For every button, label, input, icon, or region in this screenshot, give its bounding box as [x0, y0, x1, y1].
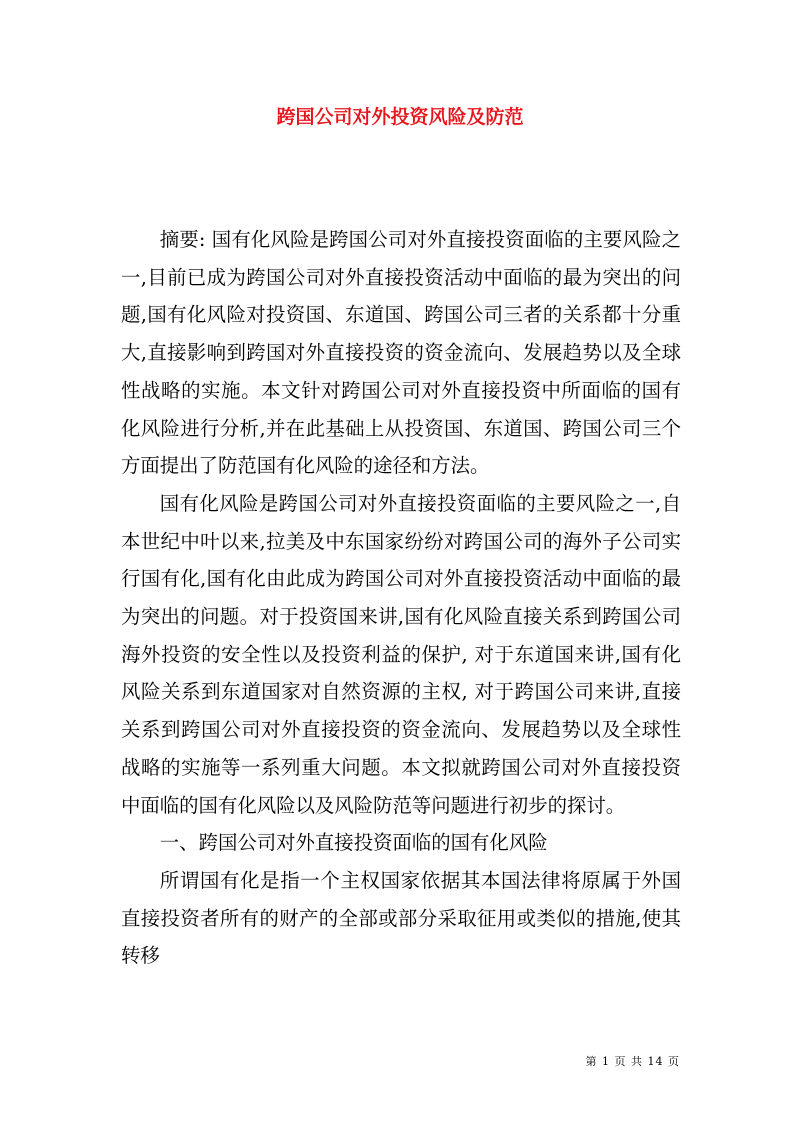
intro-paragraph: 国有化风险是跨国公司对外直接投资面临的主要风险之一,自本世纪中叶以来,拉美及中东国家纷纷对跨国公司的海外子公司实行国有化,国有化由此成为跨国公司对外直接投资活动中面临的最为突出的问题。对于投资国来讲,国有化风险直接关系到跨国公司海外投资的安全性以及投资利益的保护, 对于东道国来讲,国有化风险关系到东道国家对自然资源的主权, 对于跨国公司来讲,直接关系到跨国公司对外直接投资的资金流向、发展趋势以及全球性战略的实施等一系列重大问题。本文拟就跨国公司对外直接投资中面临的国有化风险以及风险防范等问题进行初步的探讨。 [121, 491, 681, 817]
page-middle: 页 共 [614, 1055, 643, 1068]
section-heading: 一、跨国公司对外直接投资面临的国有化风险 [159, 831, 548, 855]
page-number [586, 1054, 681, 1070]
abstract-paragraph: 摘要: 国有化风险是跨国公司对外直接投资面临的主要风险之一,目前已成为跨国公司对外直接投资活动中面临的最为突出的问题,国有化风险对投资国、东道国、跨国公司三者的关系都十分重大,直接影响到跨国对外直接投资的资金流向、发展趋势以及全球性战略的实施。本文针对跨国公司对外直接投资中所面临的国有化风险进行分析,并在此基础上从投资国、东道国、跨国公司三个方面提出了防范国有化风险的途径和方法。 [121, 228, 681, 478]
page-prefix: 第 [585, 1055, 598, 1068]
definition-paragraph: 所谓国有化是指一个主权国家依据其本国法律将原属于外国直接投资者所有的财产的全部或部分采取征用或类似的措施,使其转移 [121, 868, 681, 968]
page-total: 14 [647, 1055, 664, 1068]
page-current: 1 [602, 1055, 610, 1068]
document-body [121, 221, 681, 975]
page-suffix: 页 [668, 1055, 680, 1068]
document-title: 跨国公司对外投资风险及防范 [276, 106, 524, 128]
